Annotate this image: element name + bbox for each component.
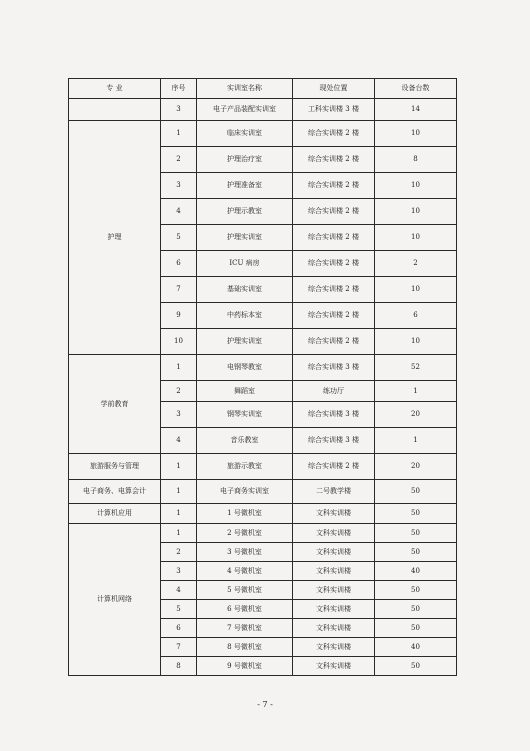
room-name-cell: 护理实训室 — [197, 329, 293, 355]
number-cell: 1 — [161, 524, 197, 543]
location-cell: 文科实训楼 — [293, 504, 375, 524]
room-name-cell: 旅游示教室 — [197, 454, 293, 480]
header-room-name: 实训室名称 — [197, 79, 293, 99]
number-cell: 1 — [161, 504, 197, 524]
room-name-cell: 中药标本室 — [197, 303, 293, 329]
equipment-count-cell: 6 — [375, 303, 457, 329]
number-cell: 8 — [161, 657, 197, 676]
number-cell: 4 — [161, 199, 197, 225]
major-cell: 计算机应用 — [69, 504, 161, 524]
training-room-table — [68, 78, 457, 676]
room-name-cell: 电子产品装配实训室 — [197, 99, 293, 121]
number-cell: 6 — [161, 251, 197, 277]
number-cell: 5 — [161, 225, 197, 251]
number-cell: 7 — [161, 638, 197, 657]
table-row — [69, 524, 457, 543]
location-cell: 文科实训楼 — [293, 524, 375, 543]
room-name-cell: ICU 病房 — [197, 251, 293, 277]
location-cell: 二号教学楼 — [293, 480, 375, 504]
location-cell: 综合实训楼 2 楼 — [293, 147, 375, 173]
number-cell: 10 — [161, 329, 197, 355]
major-cell — [69, 99, 161, 121]
location-cell: 文科实训楼 — [293, 581, 375, 600]
room-name-cell: 2 号微机室 — [197, 524, 293, 543]
equipment-count-cell: 14 — [375, 99, 457, 121]
table-row — [69, 504, 457, 524]
page-number: - 7 - — [257, 700, 273, 709]
number-cell: 3 — [161, 99, 197, 121]
location-cell: 文科实训楼 — [293, 600, 375, 619]
major-cell: 电子商务、电算会计 — [69, 480, 161, 504]
equipment-count-cell: 50 — [375, 543, 457, 562]
room-name-cell: 3 号微机室 — [197, 543, 293, 562]
equipment-count-cell: 20 — [375, 402, 457, 428]
equipment-count-cell: 10 — [375, 121, 457, 147]
number-cell: 3 — [161, 402, 197, 428]
equipment-count-cell: 1 — [375, 381, 457, 402]
table-row — [69, 480, 457, 504]
number-cell: 2 — [161, 147, 197, 173]
room-name-cell: 5 号微机室 — [197, 581, 293, 600]
number-cell: 1 — [161, 355, 197, 381]
location-cell: 综合实训楼 2 楼 — [293, 251, 375, 277]
table-header-row — [69, 79, 457, 99]
number-cell: 2 — [161, 381, 197, 402]
major-cell: 旅游服务与管理 — [69, 454, 161, 480]
location-cell: 文科实训楼 — [293, 657, 375, 676]
number-cell: 4 — [161, 428, 197, 454]
number-cell: 1 — [161, 454, 197, 480]
number-cell: 4 — [161, 581, 197, 600]
location-cell: 文科实训楼 — [293, 638, 375, 657]
major-cell: 护理 — [69, 121, 161, 355]
major-cell: 学前教育 — [69, 355, 161, 454]
equipment-count-cell: 10 — [375, 329, 457, 355]
header-location: 现处位置 — [293, 79, 375, 99]
equipment-count-cell: 50 — [375, 657, 457, 676]
number-cell: 6 — [161, 619, 197, 638]
header-major: 专 业 — [69, 79, 161, 99]
location-cell: 综合实训楼 3 楼 — [293, 428, 375, 454]
equipment-count-cell: 10 — [375, 199, 457, 225]
room-name-cell: 护理实训室 — [197, 225, 293, 251]
room-name-cell: 4 号微机室 — [197, 562, 293, 581]
location-cell: 综合实训楼 2 楼 — [293, 277, 375, 303]
location-cell: 文科实训楼 — [293, 619, 375, 638]
location-cell: 综合实训楼 2 楼 — [293, 199, 375, 225]
location-cell: 综合实训楼 3 楼 — [293, 355, 375, 381]
number-cell: 5 — [161, 600, 197, 619]
equipment-count-cell: 40 — [375, 638, 457, 657]
number-cell: 7 — [161, 277, 197, 303]
equipment-count-cell: 2 — [375, 251, 457, 277]
location-cell: 综合实训楼 2 楼 — [293, 121, 375, 147]
location-cell: 综合实训楼 2 楼 — [293, 225, 375, 251]
equipment-count-cell: 50 — [375, 619, 457, 638]
location-cell: 综合实训楼 3 楼 — [293, 402, 375, 428]
room-name-cell: 电钢琴教室 — [197, 355, 293, 381]
location-cell: 综合实训楼 2 楼 — [293, 329, 375, 355]
equipment-count-cell: 10 — [375, 225, 457, 251]
equipment-count-cell: 52 — [375, 355, 457, 381]
room-name-cell: 7 号微机室 — [197, 619, 293, 638]
room-name-cell: 护理准备室 — [197, 173, 293, 199]
room-name-cell: 护理示教室 — [197, 199, 293, 225]
number-cell: 9 — [161, 303, 197, 329]
room-name-cell: 1 号微机室 — [197, 504, 293, 524]
location-cell: 文科实训楼 — [293, 543, 375, 562]
number-cell: 1 — [161, 480, 197, 504]
number-cell: 3 — [161, 173, 197, 199]
room-name-cell: 护理治疗室 — [197, 147, 293, 173]
room-name-cell: 钢琴实训室 — [197, 402, 293, 428]
table-row — [69, 121, 457, 147]
room-name-cell: 临床实训室 — [197, 121, 293, 147]
equipment-count-cell: 20 — [375, 454, 457, 480]
equipment-count-cell: 1 — [375, 428, 457, 454]
location-cell: 综合实训楼 2 楼 — [293, 454, 375, 480]
location-cell: 练功厅 — [293, 381, 375, 402]
table-row — [69, 454, 457, 480]
room-name-cell: 舞蹈室 — [197, 381, 293, 402]
equipment-count-cell: 10 — [375, 173, 457, 199]
equipment-count-cell: 50 — [375, 600, 457, 619]
table-row — [69, 99, 457, 121]
location-cell: 综合实训楼 2 楼 — [293, 303, 375, 329]
equipment-count-cell: 50 — [375, 504, 457, 524]
equipment-count-cell: 50 — [375, 581, 457, 600]
room-name-cell: 电子商务实训室 — [197, 480, 293, 504]
room-name-cell: 6 号微机室 — [197, 600, 293, 619]
location-cell: 文科实训楼 — [293, 562, 375, 581]
equipment-count-cell: 50 — [375, 480, 457, 504]
equipment-count-cell: 50 — [375, 524, 457, 543]
major-cell: 计算机网络 — [69, 524, 161, 676]
table-body — [69, 99, 457, 676]
location-cell: 工科实训楼 3 楼 — [293, 99, 375, 121]
equipment-count-cell: 40 — [375, 562, 457, 581]
equipment-count-cell: 10 — [375, 277, 457, 303]
number-cell: 2 — [161, 543, 197, 562]
room-name-cell: 8 号微机室 — [197, 638, 293, 657]
room-name-cell: 基础实训室 — [197, 277, 293, 303]
room-name-cell: 9 号微机室 — [197, 657, 293, 676]
header-equipment-count: 设备台数 — [375, 79, 457, 99]
number-cell: 3 — [161, 562, 197, 581]
header-number: 序号 — [161, 79, 197, 99]
equipment-count-cell: 8 — [375, 147, 457, 173]
location-cell: 综合实训楼 2 楼 — [293, 173, 375, 199]
room-name-cell: 音乐教室 — [197, 428, 293, 454]
table-row — [69, 355, 457, 381]
number-cell: 1 — [161, 121, 197, 147]
